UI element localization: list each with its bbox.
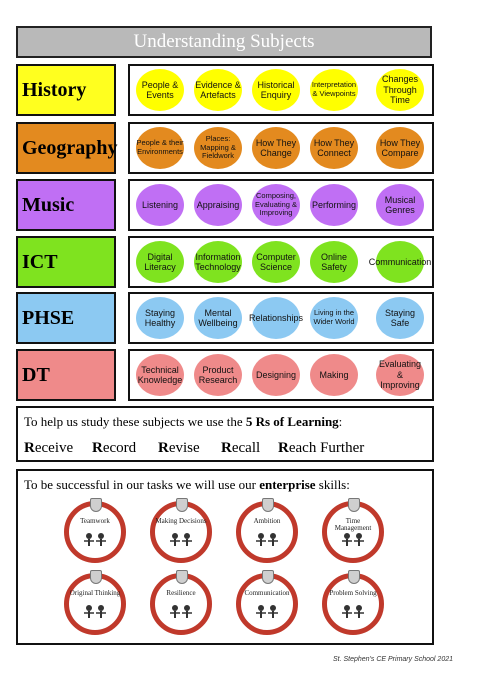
skill-illustration-icon <box>168 604 194 624</box>
rs-reach-further: Reach Further <box>278 440 365 456</box>
topic-circle: Historical Enquiry <box>252 69 300 111</box>
skill-name: Ambition <box>253 517 281 525</box>
subject-row-dt <box>16 349 434 401</box>
topic-circle: Living in the Wider World <box>310 297 358 339</box>
topic-circle: How They Compare <box>376 127 424 169</box>
subject-label: PHSE <box>16 292 116 344</box>
skill-illustration-icon <box>82 532 108 552</box>
subject-label: DT <box>16 349 116 401</box>
skill-badge <box>150 501 212 563</box>
enterprise-intro <box>24 477 350 493</box>
skill-badge <box>64 573 126 635</box>
learning-intro: To help us study these subjects we use the 5 Rs of Learning: <box>24 414 343 429</box>
school-crest-icon <box>90 498 102 512</box>
school-crest-icon <box>348 570 360 584</box>
subject-topics <box>128 64 434 116</box>
topic-circle: Places: Mapping & Fieldwork <box>194 127 242 169</box>
skill-name: Time Management <box>334 517 372 533</box>
topic-circle: Staying Safe <box>376 297 424 339</box>
topic-circle: Evidence & Artefacts <box>194 69 242 111</box>
topic-circle: Musical Genres <box>376 184 424 226</box>
topic-circle: Technical Knowledge <box>136 354 184 396</box>
subject-topics <box>128 179 434 231</box>
skill-badge <box>150 573 212 635</box>
school-crest-icon <box>176 498 188 512</box>
school-crest-icon <box>262 570 274 584</box>
skill-badge <box>236 501 298 563</box>
topic-circle: Information Technology <box>194 241 242 283</box>
topic-circle: Appraising <box>194 184 242 226</box>
skill-illustration-icon <box>340 604 366 624</box>
skill-name: Making Decisions <box>155 517 207 525</box>
skill-name: Teamwork <box>80 517 110 525</box>
topic-circle: How They Connect <box>310 127 358 169</box>
topic-circle: People & their Environments <box>136 127 184 169</box>
topic-circle: Online Safety <box>310 241 358 283</box>
topic-circle: Staying Healthy <box>136 297 184 339</box>
topic-circle: Relationships <box>252 297 300 339</box>
school-crest-icon <box>262 498 274 512</box>
school-crest-icon <box>176 570 188 584</box>
skill-name: Problem Solving <box>329 589 377 597</box>
skill-illustration-icon <box>82 604 108 624</box>
topic-circle: Product Research <box>194 354 242 396</box>
topic-circle: Performing <box>310 184 358 226</box>
school-crest-icon <box>90 570 102 584</box>
enterprise-panel <box>16 469 434 645</box>
subject-label: History <box>16 64 116 116</box>
page-title: Understanding Subjects <box>16 26 432 58</box>
topic-circle: Digital Literacy <box>136 241 184 283</box>
enterprise-emph: enterprise <box>259 477 316 492</box>
skill-illustration-icon <box>168 532 194 552</box>
topic-circle: Making <box>310 354 358 396</box>
topic-circle: Interpretation & Viewpoints <box>310 69 358 111</box>
skill-badge <box>64 501 126 563</box>
topic-circle: People & Events <box>136 69 184 111</box>
rs-record: Record <box>92 440 137 456</box>
skill-illustration-icon <box>254 604 280 624</box>
subject-topics <box>128 122 434 174</box>
subject-row-phse <box>16 292 434 344</box>
enterprise-intro-text: To be successful in our tasks we will use our <box>24 477 256 492</box>
skill-name: Original Thinking <box>69 589 121 597</box>
subject-topics <box>128 292 434 344</box>
skill-illustration-icon <box>254 532 280 552</box>
subject-topics <box>128 236 434 288</box>
skill-badge <box>322 501 384 563</box>
footer-credit: St. Stephen's CE Primary School 2021 <box>332 656 453 663</box>
topic-circle: Composing, Evaluating & Improving <box>252 184 300 226</box>
subject-label: Geography <box>16 122 116 174</box>
subject-label: ICT <box>16 236 116 288</box>
topic-circle: Communication <box>376 241 424 283</box>
subject-row-geography <box>16 122 434 174</box>
topic-circle: Listening <box>136 184 184 226</box>
subject-label: Music <box>16 179 116 231</box>
subject-topics <box>128 349 434 401</box>
rs-receive: Receive <box>24 440 74 456</box>
topic-circle: How They Change <box>252 127 300 169</box>
topic-circle: Mental Wellbeing <box>194 297 242 339</box>
learning-panel <box>16 406 434 462</box>
school-crest-icon <box>348 498 360 512</box>
learning-emph: 5 Rs of Learning <box>245 414 339 429</box>
topic-circle: Computer Science <box>252 241 300 283</box>
rs-revise: Revise <box>158 440 200 456</box>
subject-row-music <box>16 179 434 231</box>
skill-badge <box>236 573 298 635</box>
skill-name: Communication <box>244 589 290 597</box>
topic-circle: Evaluating & Improving <box>376 354 424 396</box>
skill-badge <box>322 573 384 635</box>
subject-row-ict <box>16 236 434 288</box>
rs-recall: Recall <box>221 440 261 456</box>
skill-name: Resilience <box>166 589 196 597</box>
enterprise-suffix: skills: <box>318 477 350 492</box>
subject-row-history <box>16 64 434 116</box>
skill-illustration-icon <box>340 532 366 552</box>
topic-circle: Changes Through Time <box>376 69 424 111</box>
learning-intro-text: To help us study these subjects we use the <box>24 414 243 429</box>
topic-circle: Designing <box>252 354 300 396</box>
